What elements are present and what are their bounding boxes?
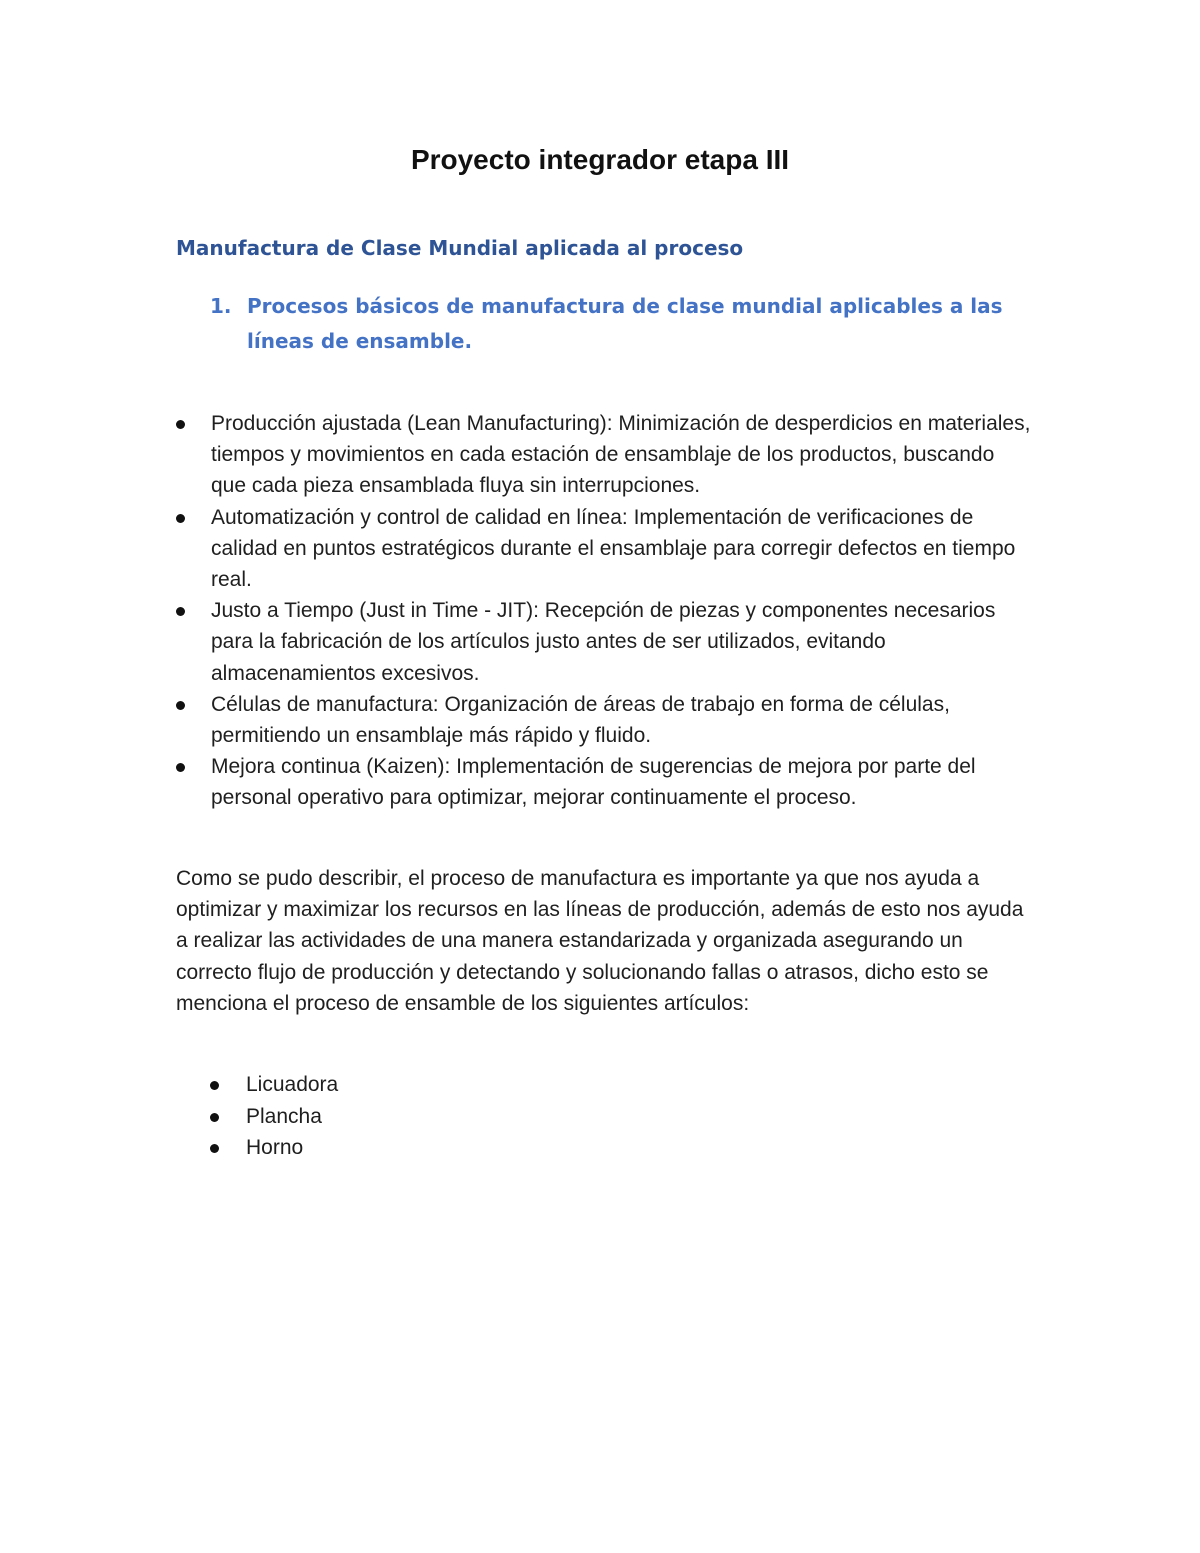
list-item-text: Producción ajustada (Lean Manufacturing): Minimización de desperdicios en materiales, tiempos y movimientos en cada estación de ensamblaje de los productos, buscando que cada pieza ensamblada fluya sin interrupciones. bbox=[211, 412, 1031, 498]
bullet-icon bbox=[176, 607, 185, 616]
document-title: Proyecto integrador etapa III bbox=[410, 144, 790, 175]
numbered-heading-number: 1. bbox=[210, 294, 232, 318]
article-name: Horno bbox=[246, 1136, 304, 1159]
bullet-icon bbox=[176, 701, 185, 710]
section-heading: Manufactura de Clase Mundial aplicada al proceso bbox=[176, 236, 744, 260]
numbered-heading bbox=[176, 289, 1036, 359]
list-item bbox=[210, 1069, 338, 1101]
list-item bbox=[210, 1101, 338, 1133]
bullet-icon bbox=[210, 1113, 219, 1122]
articles-list bbox=[210, 1069, 338, 1164]
article-name: Plancha bbox=[246, 1104, 322, 1128]
list-item-text: Mejora continua (Kaizen): Implementación de sugerencias de mejora por parte del personal operativo para optimizar, mejorar continuamente el proceso. bbox=[211, 755, 976, 810]
bullet-icon bbox=[210, 1081, 219, 1090]
numbered-heading-text: Procesos básicos de manufactura de clase mundial aplicables a las líneas de ensamble. bbox=[247, 294, 1003, 353]
bullet-icon bbox=[176, 514, 185, 523]
list-item-text: Células de manufactura: Organización de áreas de trabajo en forma de células, permitiendo un ensamblaje más rápido y fluido. bbox=[211, 692, 950, 748]
list-item bbox=[176, 751, 1031, 813]
process-bullet-list bbox=[176, 408, 1056, 814]
list-item bbox=[176, 595, 1031, 689]
bullet-icon bbox=[176, 763, 185, 772]
summary-paragraph: Como se pudo describir, el proceso de manufactura es importante ya que nos ayuda a optimizar y maximizar los recursos en las líneas de producción, además de esto nos ayuda a realizar las actividades de una manera estandarizada y organizada asegurando un correcto flujo de producción y detectando y solucionando fallas o atrasos, dicho esto se menciona el proceso de ensamble de los siguientes artículos: bbox=[176, 867, 1024, 1015]
bullet-icon bbox=[176, 420, 185, 429]
list-item-text: Automatización y control de calidad en línea: Implementación de verificaciones de calidad en puntos estratégicos durante el ensamblaje para corregir defectos en tiempo real. bbox=[211, 505, 1016, 592]
list-item-text: Justo a Tiempo (Just in Time - JIT): Recepción de piezas y componentes necesarios para la fabricación de los artículos justo antes de ser utilizados, evitando almacenamientos excesivos. bbox=[211, 599, 996, 685]
article-name: Licuadora bbox=[246, 1073, 339, 1096]
bullet-icon bbox=[210, 1144, 219, 1153]
list-item bbox=[176, 502, 1031, 596]
list-item bbox=[210, 1132, 338, 1164]
list-item bbox=[176, 408, 1031, 502]
list-item bbox=[176, 689, 1031, 751]
